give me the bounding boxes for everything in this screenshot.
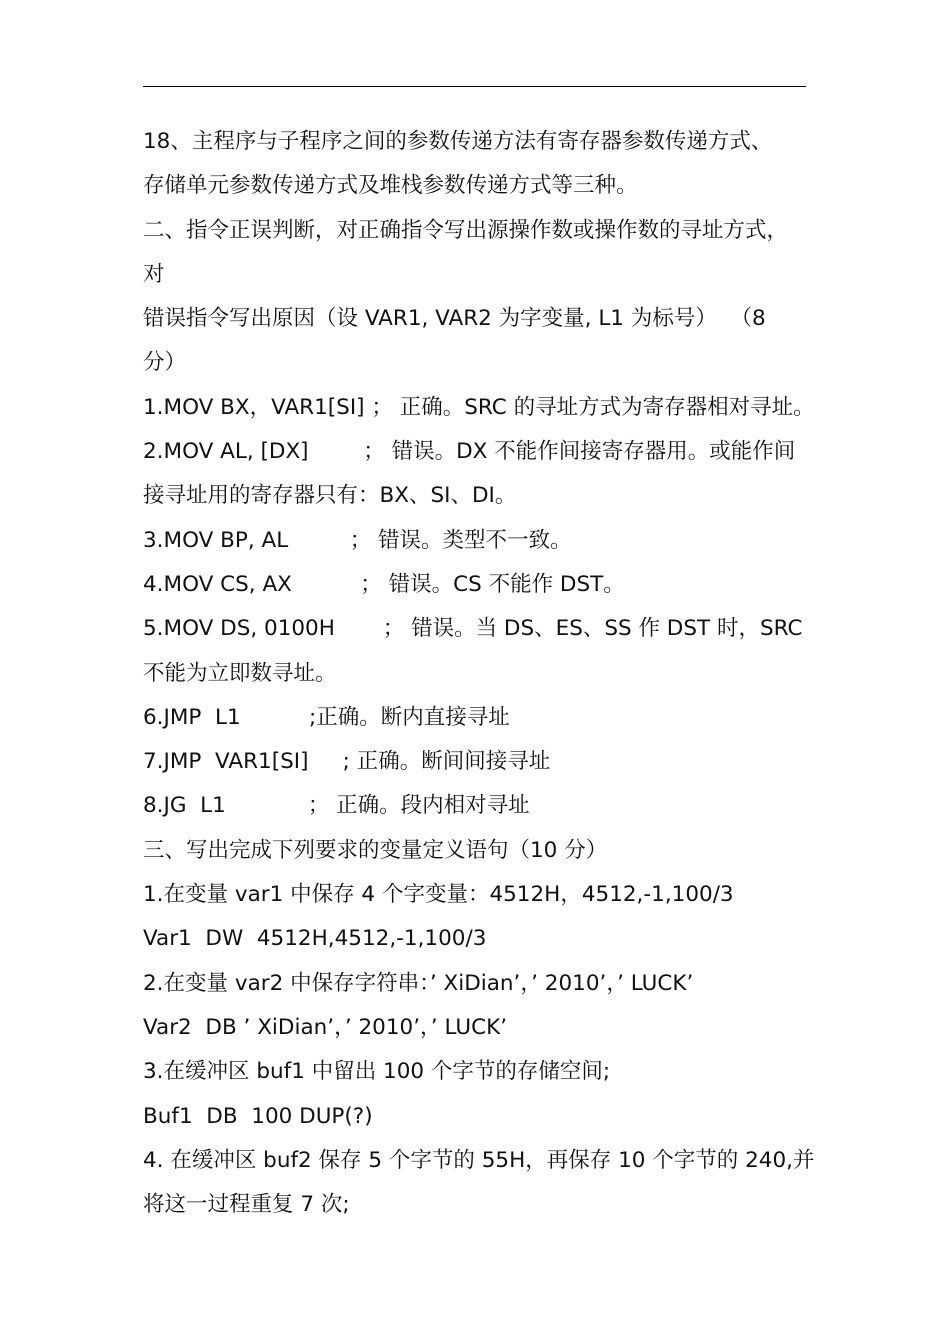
answer-code: Var2 DB ’ XiDian’，’ 2010’，’ LUCK’: [143, 1014, 508, 1040]
instruction-item: 4.MOV CS, AX ； 错误。CS 不能作 DST。: [143, 571, 625, 597]
section-heading: 三、写出完成下列要求的变量定义语句（10 分）: [143, 837, 608, 863]
section-heading: 二、指令正误判断，对正确指令写出源操作数或操作数的寻址方式，: [143, 217, 789, 243]
document-body: [143, 120, 823, 1227]
answer-code: Var1 DW 4512H,4512,-1,100/3: [143, 926, 487, 952]
instruction-item: 2.MOV AL, [DX] ； 错误。DX 不能作间接寄存器用。或能作间: [143, 439, 796, 465]
text-line: 错误指令写出原因（设 VAR1, VAR2 为字变量, L1 为标号） （8: [143, 306, 766, 332]
text-line: 存储单元参数传递方式及堆栈参数传递方式等三种。: [143, 173, 638, 199]
text-line: 对: [143, 261, 165, 287]
question-item: 2.在变量 var2 中保存字符串：’ XiDian’，’ 2010’，’ LUCK’: [143, 970, 694, 996]
instruction-item: 7.JMP VAR1[SI] ; 正确。断间间接寻址: [143, 749, 551, 775]
instruction-item: 8.JG L1 ； 正确。段内相对寻址: [143, 793, 530, 819]
answer-code: Buf1 DB 100 DUP(?): [143, 1103, 373, 1129]
text-line: 接寻址用的寄存器只有：BX、SI、DI。: [143, 483, 517, 509]
text-line: 不能为立即数寻址。: [143, 660, 337, 686]
instruction-item: 5.MOV DS, 0100H ； 错误。当 DS、ES、SS 作 DST 时，SRC: [143, 616, 803, 642]
instruction-item: 3.MOV BP, AL ； 错误。类型不一致。: [143, 527, 572, 553]
text-line: 将这一过程重复 7 次;: [143, 1192, 350, 1218]
question-item: 4. 在缓冲区 buf2 保存 5 个字节的 55H，再保存 10 个字节的 240,并: [143, 1147, 815, 1173]
text-line: 分）: [143, 350, 187, 376]
question-item: 1.在变量 var1 中保存 4 个字变量：4512H，4512,-1,100/3: [143, 882, 734, 908]
question-item: 3.在缓冲区 buf1 中留出 100 个字节的存储空间;: [143, 1059, 611, 1085]
header-rule: [143, 86, 806, 87]
instruction-item: 1.MOV BX，VAR1[SI] ； 正确。SRC 的寻址方式为寄存器相对寻址。: [143, 394, 815, 420]
text-line: 18、主程序与子程序之间的参数传递方法有寄存器参数传递方式、: [143, 129, 773, 154]
instruction-item: 6.JMP L1 ;正确。断内直接寻址: [143, 704, 510, 730]
